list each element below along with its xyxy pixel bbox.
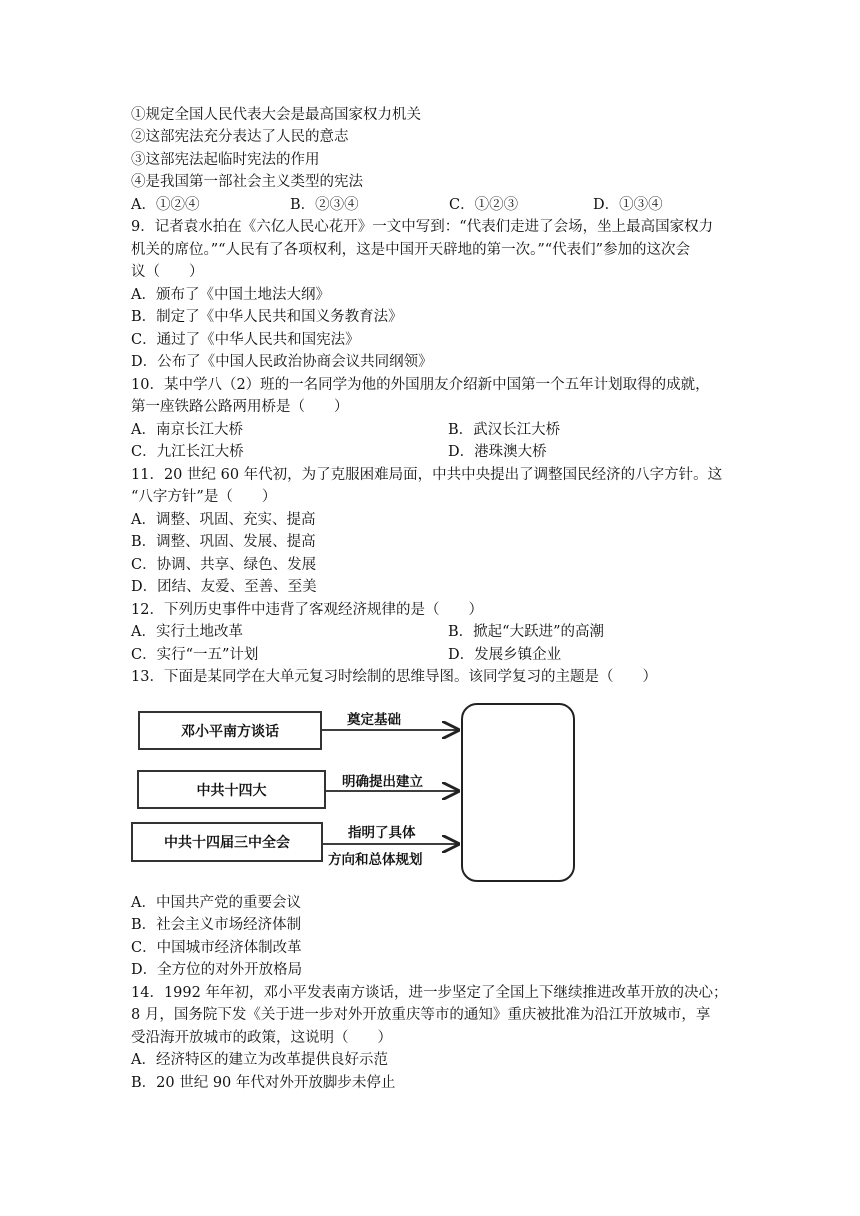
- q14-option-a: A．经济特区的建立为改革提供良好示范: [131, 1052, 388, 1068]
- q9-option-c: C．通过了《中华人民共和国宪法》: [131, 332, 360, 348]
- q9-stem-line-3: 议（ ）: [131, 264, 204, 280]
- q14-option-b: B．20 世纪 90 年代对外开放脚步未停止: [131, 1075, 396, 1091]
- q8-option-d: D．①③④: [593, 197, 663, 213]
- q9-option-b: B．制定了《中华人民共和国义务教育法》: [131, 309, 403, 325]
- box-14th-congress: 中共十四大: [137, 770, 326, 809]
- q9-option-d: D．公布了《中国人民政治协商会议共同纲领》: [131, 354, 433, 370]
- q12-option-a: A．实行土地改革: [131, 624, 243, 640]
- q11-option-d: D．团结、友爱、至善、至美: [131, 579, 317, 595]
- q8-option-b: B．②③④: [290, 197, 359, 213]
- q11-option-c: C．协调、共享、绿色、发展: [131, 557, 317, 573]
- q8-option-a: A．①②④: [131, 197, 200, 213]
- q8-item-4: ④是我国第一部社会主义类型的宪法: [131, 174, 363, 190]
- q9-stem-line-2: 机关的席位。”“人民有了各项权利，这是中国开天辟地的第一次。”“代表们”参加的这次会: [131, 242, 691, 258]
- q9-stem-line-1: 9．记者袁水拍在《六亿人民心花开》一文中写到：“代表们走进了会场，坐上最高国家权力: [131, 219, 714, 235]
- q10-option-d: D．港珠澳大桥: [448, 444, 547, 460]
- q8-item-3: ③这部宪法起临时宪法的作用: [131, 152, 320, 168]
- mind-map-diagram: [128, 700, 578, 885]
- q10-stem-line-1: 10．某中学八（2）班的一名同学为他的外国朋友介绍新中国第一个五年计划取得的成就，: [131, 377, 710, 393]
- q11-option-a: A．调整、巩固、充实、提高: [131, 512, 316, 528]
- q10-option-c: C．九江长江大桥: [131, 444, 244, 460]
- q12-option-b: B．掀起“大跃进”的高潮: [448, 624, 604, 640]
- q11-stem-line-1: 11．20 世纪 60 年代初，为了克服困难局面，中共中央提出了调整国民经济的八字方针。这: [131, 467, 723, 483]
- box-south-tour-speech: 邓小平南方谈话: [138, 711, 322, 750]
- arrow-label-2: 明确提出建立: [342, 774, 423, 790]
- q9-option-a: A．颁布了《中国土地法大纲》: [131, 287, 330, 303]
- theme-blank-box: [461, 703, 575, 882]
- q13-option-b: B．社会主义市场经济体制: [131, 917, 302, 933]
- q12-option-d: D．发展乡镇企业: [448, 647, 562, 663]
- q13-option-d: D．全方位的对外开放格局: [131, 962, 303, 978]
- q10-stem-line-2: 第一座铁路公路两用桥是（ ）: [131, 399, 349, 415]
- q8-item-1: ①规定全国人民代表大会是最高国家权力机关: [131, 107, 421, 123]
- q12-stem: 12．下列历史事件中违背了客观经济规律的是（ ）: [131, 602, 483, 618]
- q13-option-a: A．中国共产党的重要会议: [131, 895, 301, 911]
- q8-option-c: C．①②③: [449, 197, 519, 213]
- arrow-label-3a: 指明了具体: [348, 825, 416, 841]
- arrow-label-3b: 方向和总体规划: [328, 852, 423, 868]
- q10-option-b: B．武汉长江大桥: [448, 422, 561, 438]
- box-14th-third-plenum: 中共十四届三中全会: [131, 822, 323, 862]
- q11-stem-line-2: “八字方针”是（ ）: [131, 489, 277, 505]
- q12-option-c: C．实行“一五”计划: [131, 647, 259, 663]
- q13-option-c: C．中国城市经济体制改革: [131, 940, 302, 956]
- q14-stem-line-2: 8 月，国务院下发《关于进一步对外开放重庆等市的通知》重庆被批准为沿江开放城市，享: [131, 1007, 711, 1023]
- q14-stem-line-3: 受沿海开放城市的政策，这说明（ ）: [131, 1030, 392, 1046]
- q8-item-2: ②这部宪法充分表达了人民的意志: [131, 129, 349, 145]
- q14-stem-line-1: 14．1992 年年初，邓小平发表南方谈话，进一步坚定了全国上下继续推进改革开放的决心；: [131, 985, 728, 1001]
- q13-stem: 13．下面是某同学在大单元复习时绘制的思维导图。该同学复习的主题是（ ）: [131, 669, 657, 685]
- q11-option-b: B．调整、巩固、发展、提高: [131, 534, 316, 550]
- q10-option-a: A．南京长江大桥: [131, 422, 243, 438]
- arrow-label-1: 奠定基础: [347, 712, 401, 728]
